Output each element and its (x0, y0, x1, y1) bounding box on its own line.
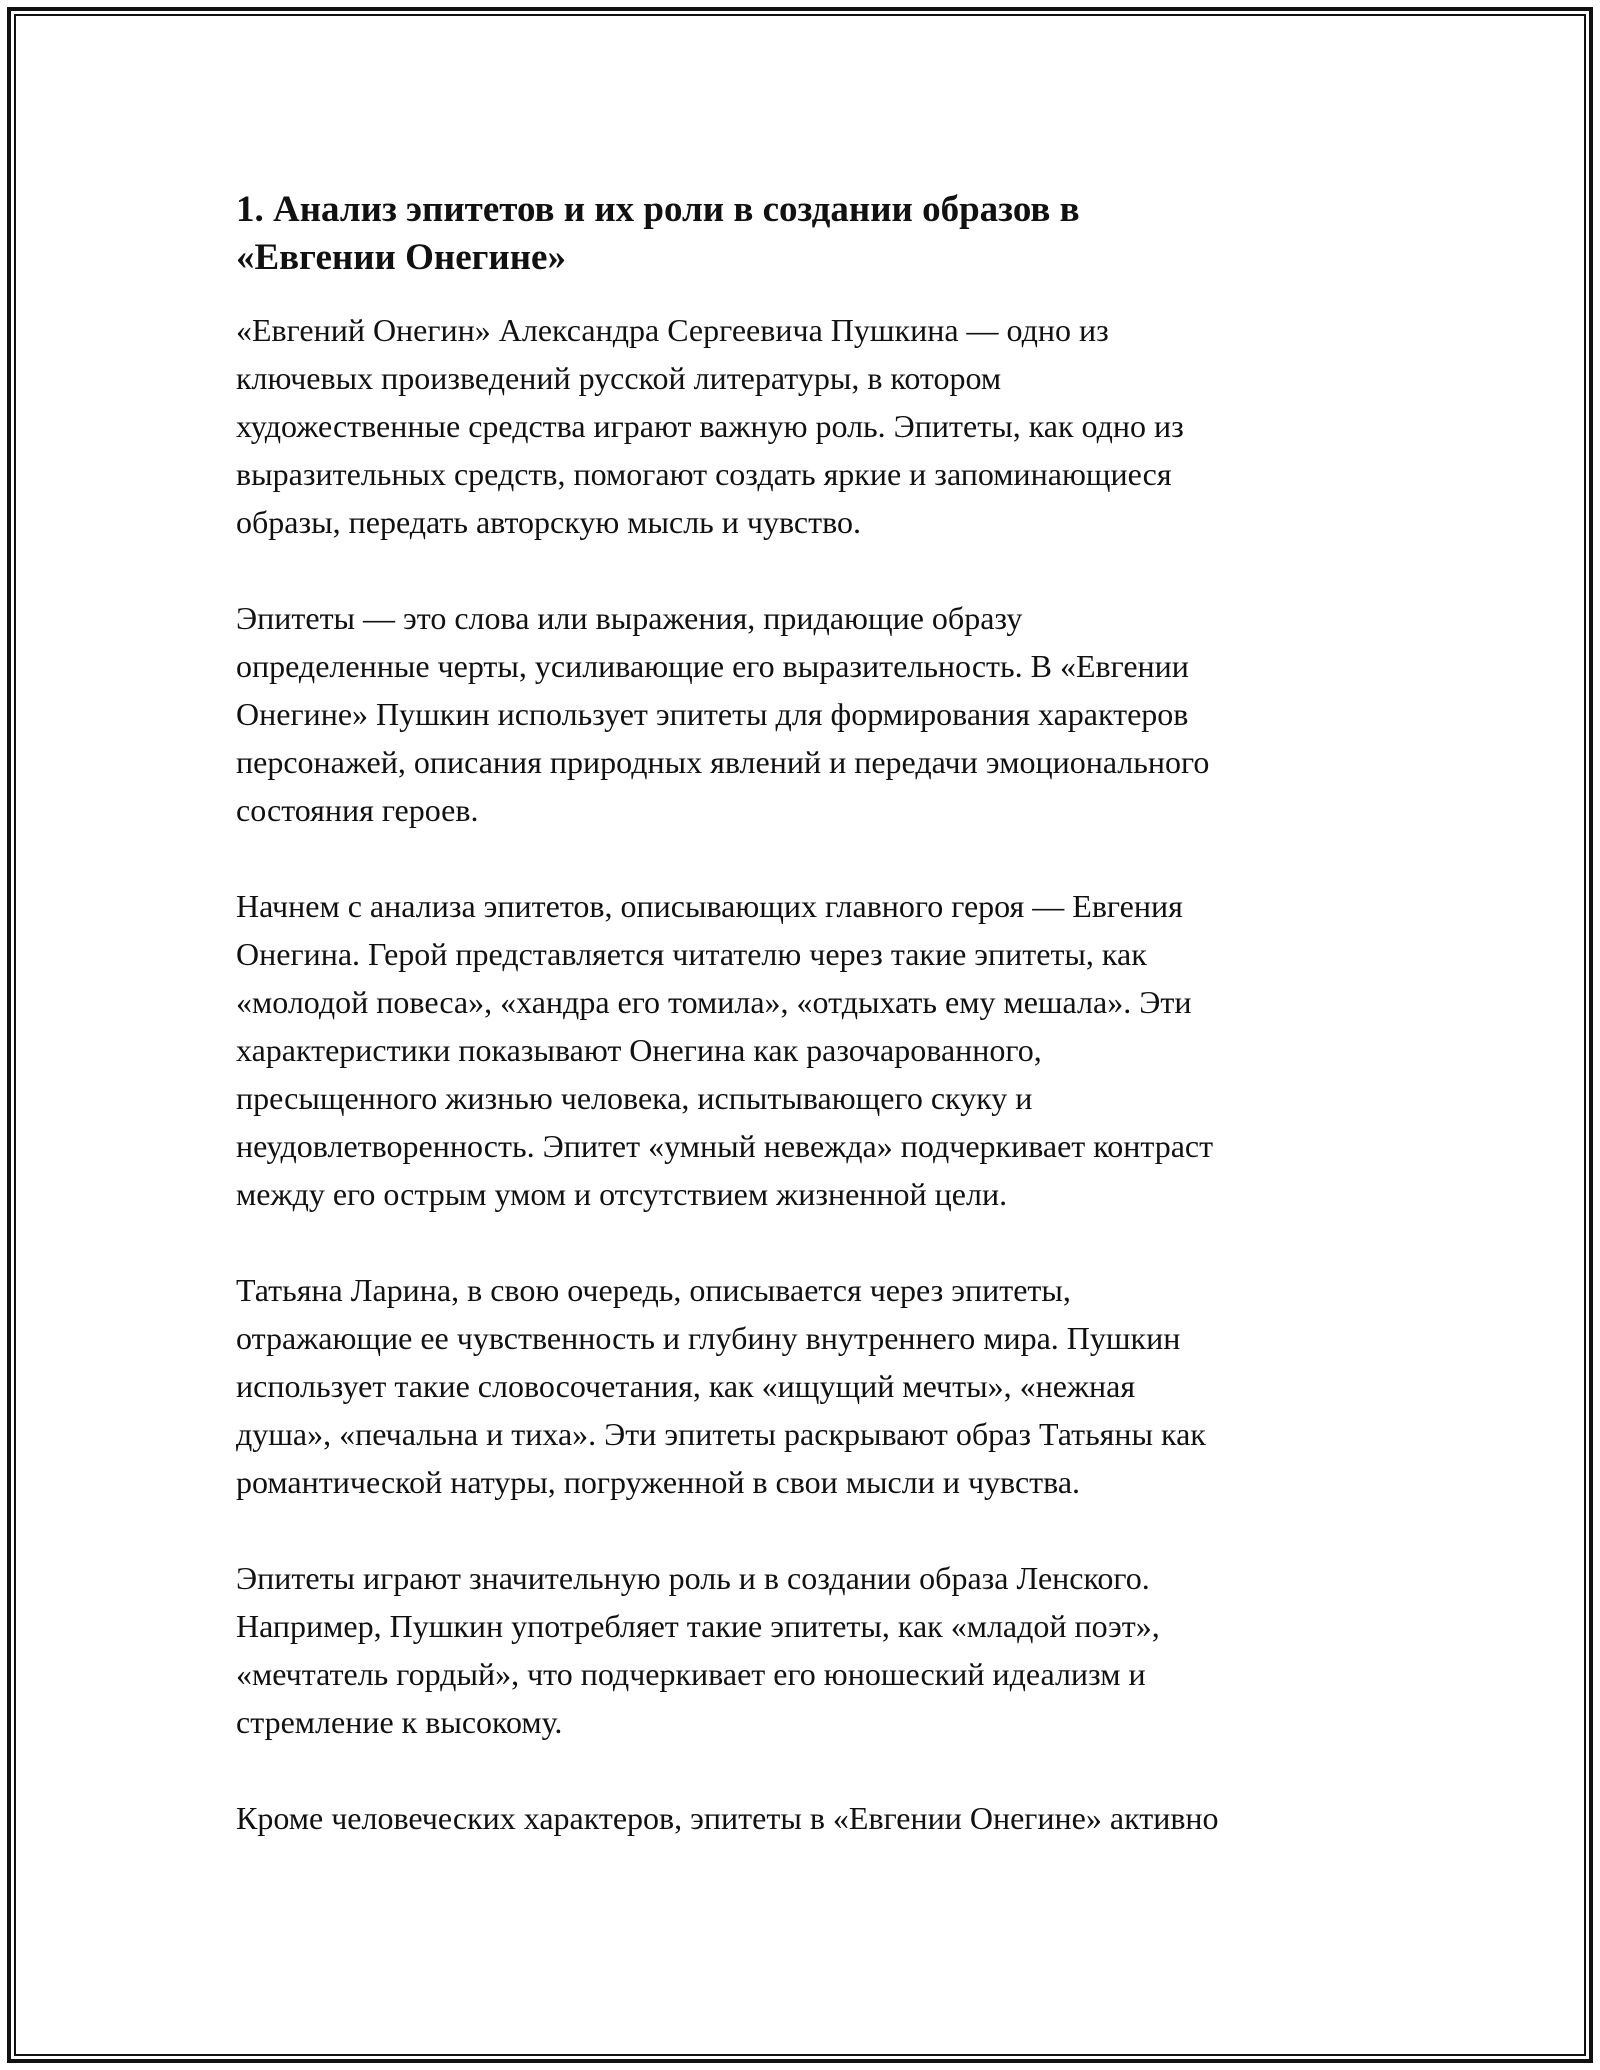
paragraph-onegin: Начнем с анализа эпитетов, описывающих главного героя — Евгения Онегина. Герой представляется читателю через такие эпитеты, как «молодой повеса», «хандра его томила», «отдыхать ему мешала». Эти характеристики показывают Онегина как разочарованного, пресыщенного жизнью человека, испытывающего скуку и неудовлетворенность. Эпитет «умный невежда» подчеркивает контраст между его острым умом и отсутствием жизненной цели. (236, 888, 1214, 1212)
paragraph-intro: «Евгений Онегин» Александра Сергеевича Пушкина — одно из ключевых произведений русской литературы, в котором художественные средства играют важную роль. Эпитеты, как одно из выразительных средств, помогают создать яркие и запоминающиеся образы, передать авторскую мысль и чувство. (236, 312, 1184, 540)
paragraph-epithet-definition: Эпитеты — это слова или выражения, придающие образу определенные черты, усиливающие его выразительность. В «Евгении Онегине» Пушкин использует эпитеты для формирования характеров персонажей, описания природных явлений и передачи эмоционального состояния героев. (236, 600, 1210, 828)
paragraph-nature: Кроме человеческих характеров, эпитеты в «Евгении Онегине» активно (236, 1800, 1219, 1836)
paragraph-lensky: Эпитеты играют значительную роль и в создании образа Ленского. Например, Пушкин употребляет такие эпитеты, как «младой поэт», «мечтатель гордый», что подчеркивает его юношеский идеализм и стремление к высокому. (236, 1560, 1160, 1740)
paragraph-tatiana: Татьяна Ларина, в свою очередь, описывается через эпитеты, отражающие ее чувственность и глубину внутреннего мира. Пушкин использует такие словосочетания, как «ищущий мечты», «нежная душа», «печальна и тиха». Эти эпитеты раскрывают образ Татьяны как романтической натуры, погруженной в свои мысли и чувства. (236, 1272, 1206, 1500)
section-title: 1. Анализ эпитетов и их роли в создании образов в «Евгении Онегине» (236, 189, 1080, 278)
document-body (236, 186, 1386, 1890)
